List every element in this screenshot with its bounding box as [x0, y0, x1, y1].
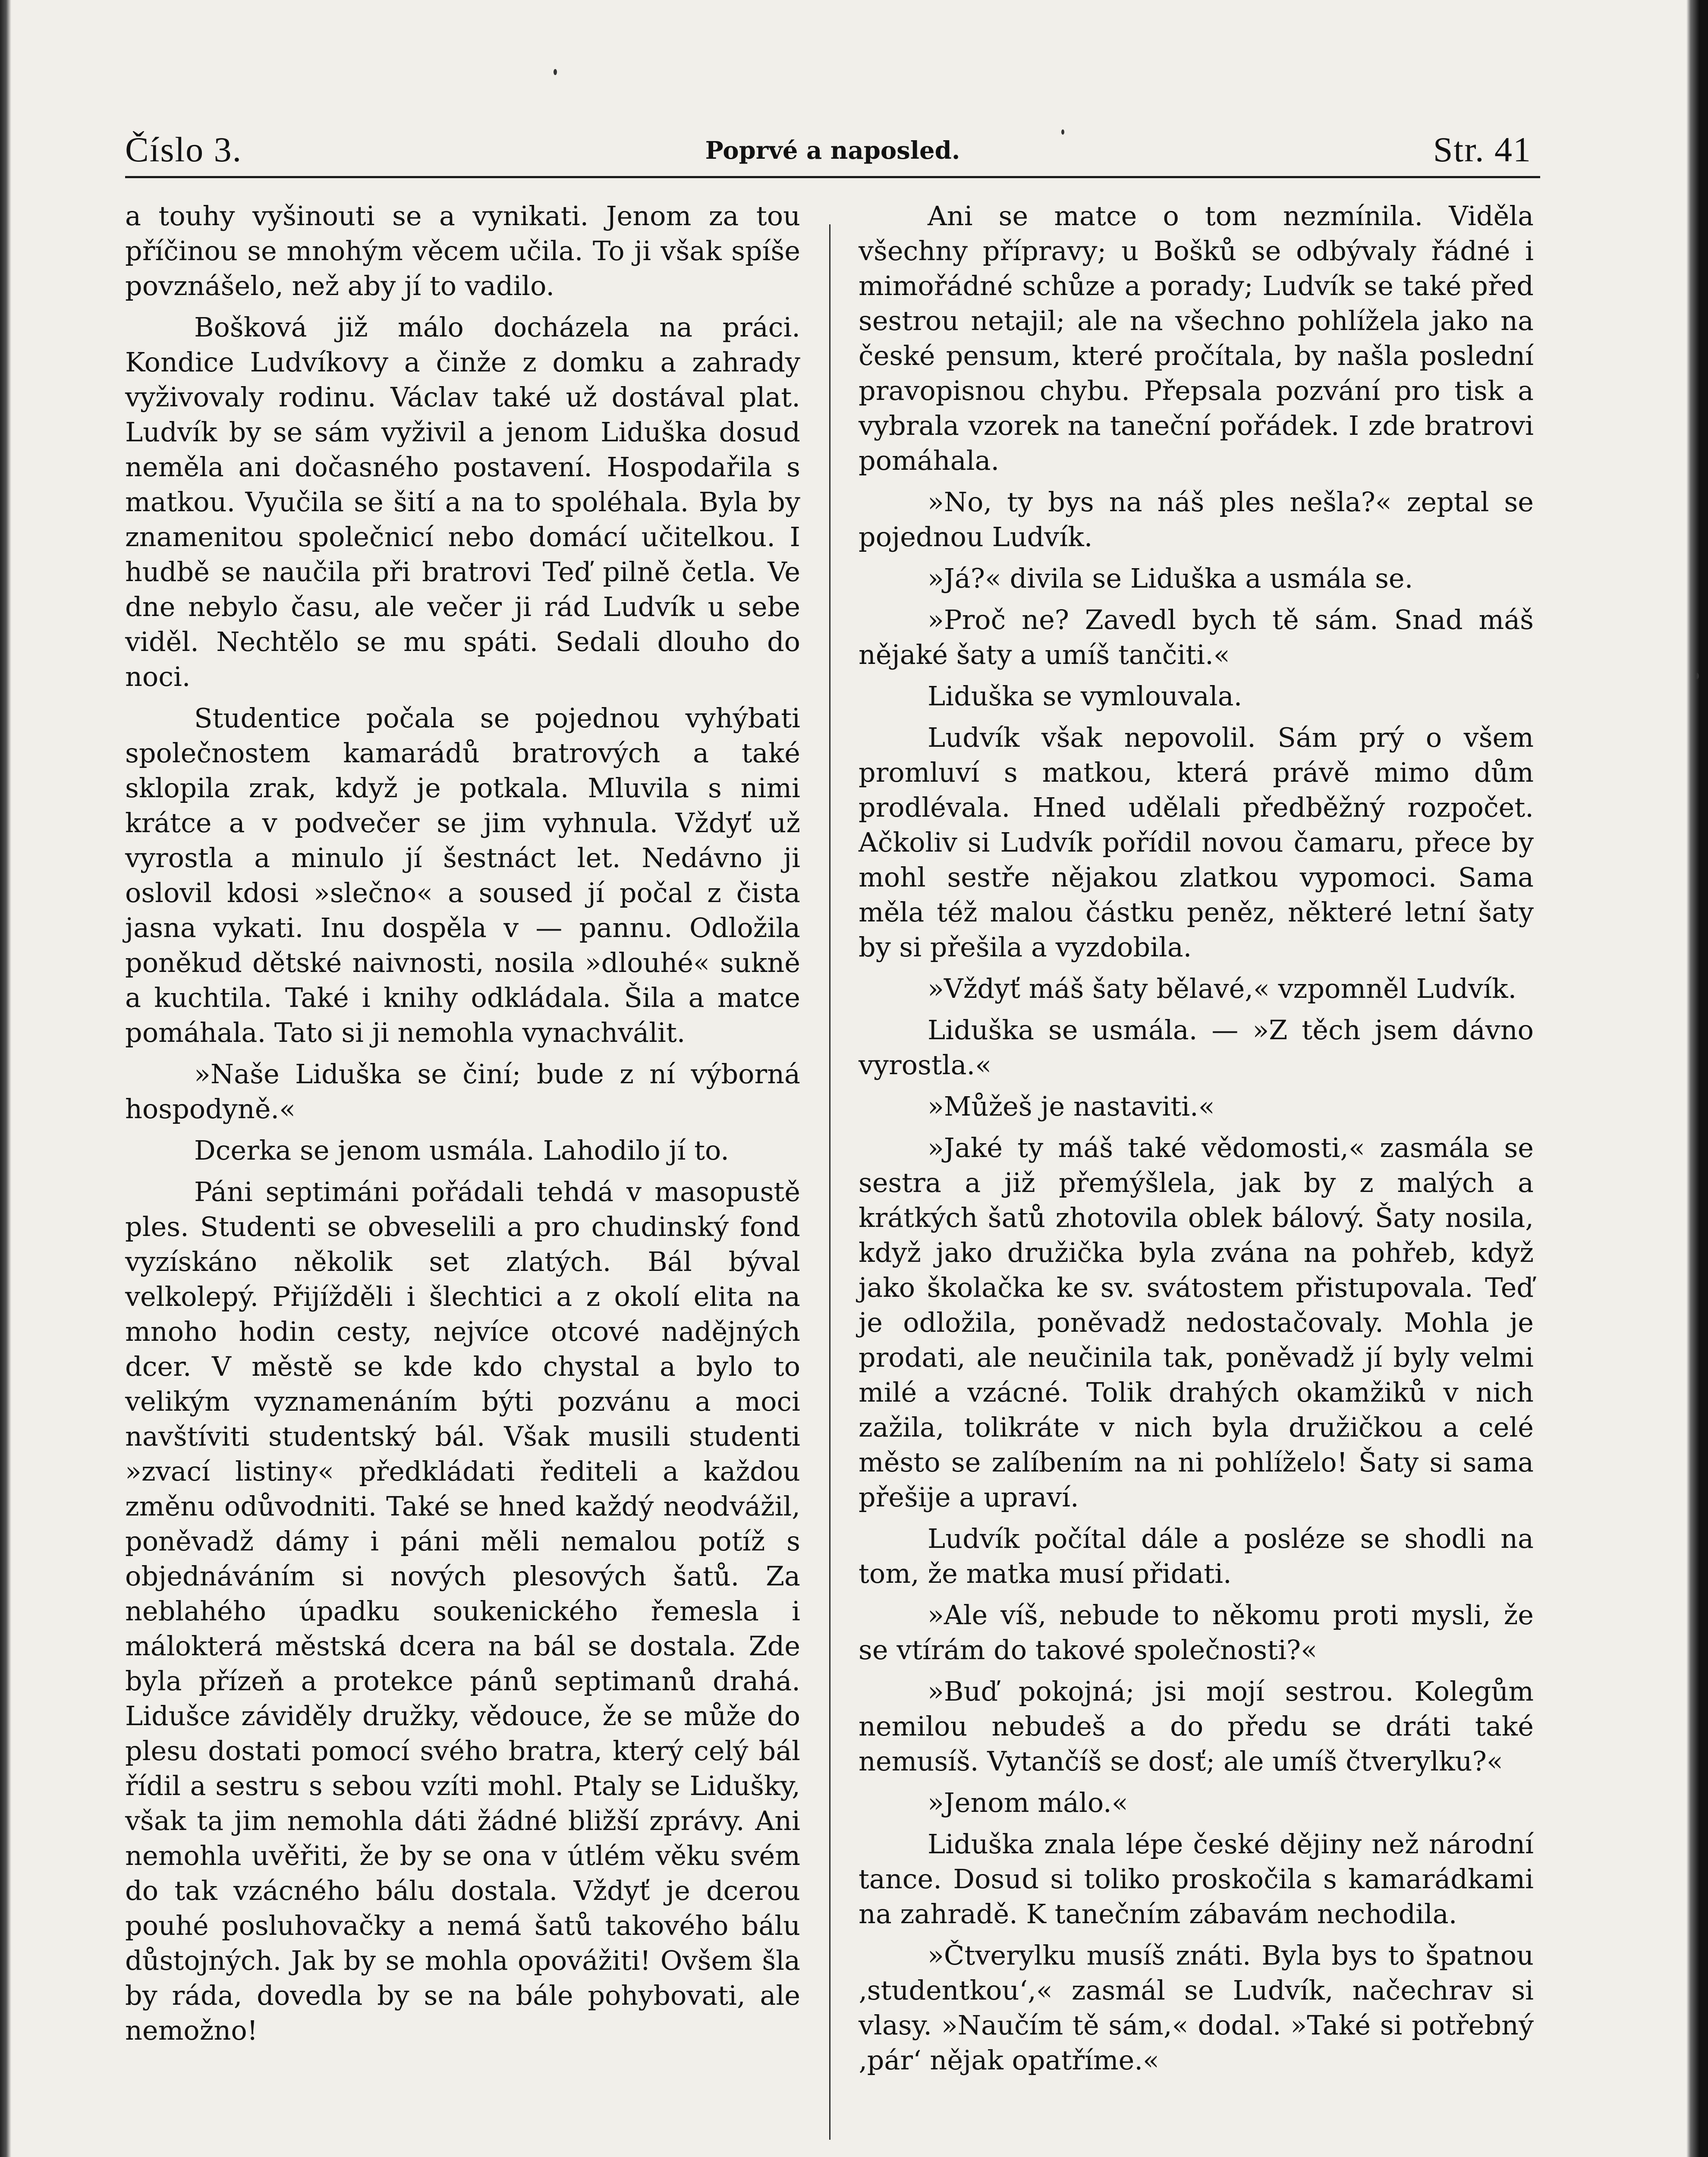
scan-right-edge [1686, 0, 1708, 2157]
paragraph: Ludvík počítal dále a posléze se shodli na tom, že matka musí přidati. [859, 1523, 1534, 1589]
scan-speck [554, 69, 557, 75]
running-title: Poprvé a naposled. [705, 136, 960, 165]
paragraph: Ani se matce o tom nezmínila. Viděla všechny přípravy; u Bošků se odbývaly řádné i mimořádné schůze a porady; Ludvík se také před sestrou netajil; ale na všechno pohlížela jako na české pensum, které pročítala, by našla poslední pravopisnou chybu. Přepsala pozvání pro tisk a vybrala vzorek na taneční pořádek. I zde bratrovi pomáhala. [859, 200, 1534, 476]
left-column [125, 198, 800, 2054]
paragraph: »Vždyť máš šaty bělavé,« vzpomněl Ludvík. [928, 973, 1517, 1004]
paragraph: »Jaké ty máš také vědomosti,« zasmála se sestra a již přemýšlela, jak by z malých a krátkých šatů zhotovila oblek bálový. Šaty nosila, když jako družička byla zvána na pohřeb, když jako školačka ke sv. svátostem přistupovala. Teď je odložila, poněvadž nedostačovaly. Mohla je prodati, ale neučinila tak, poněvadž jí byly velmi milé a vzácné. Tolik drahých okamžiků v nich zažila, tolikráte v nich byla družičkou a celé město se zalíbením na ni pohlíželo! Šaty si sama přešije a upraví. [859, 1132, 1534, 1513]
paragraph: »Čtverylku musíš znáti. Byla bys to špatnou ‚studentkou‘,« zasmál se Ludvík, načechrav si vlasy. »Naučím tě sám,« dodal. »Také si potřebný ‚pár‘ nějak opatříme.« [859, 1940, 1534, 2076]
paragraph: Dcerka se jenom usmála. Lahodilo jí to. [194, 1135, 729, 1166]
header-rule [125, 176, 1540, 178]
paragraph: »Ale víš, nebude to někomu proti mysli, že se vtírám do takové společnosti?« [859, 1599, 1534, 1666]
paragraph: Liduška se usmála. — »Z těch jsem dávno vyrostla.« [859, 1014, 1534, 1081]
page [125, 121, 1540, 2157]
scan-left-edge [0, 0, 11, 2157]
paragraph: a touhy vyšinouti se a vynikati. Jenom za tou příčinou se mnohým věcem učila. To ji však spíše povznášelo, než aby jí to vadilo. [125, 200, 800, 302]
running-header [125, 121, 1540, 177]
paragraph: Páni septimáni pořádali tehdá v masopustě ples. Studenti se obveselili a pro chudinský fond vyzískáno několik set zlatých. Bál býval velkolepý. Přijížděli i šlechtici a z okolí elita na mnoho hodin cesty, nejvíce otcové nadějných dcer. V městě se kde kdo chystal a bylo to velikým vyznamenáním býti pozvánu a moci navštíviti studentský bál. Však musili studenti »zvací listiny« předkládati řediteli a každou změnu odůvodniti. Také se hned každý neodvážil, poněvadž dámy i páni měli nemalou potíž s objednáváním si nových plesových šatů. Za neblahého úpadku soukenického řemesla i málokterá městská dcera na bál se dostala. Zde byla přízeň a protekce pánů septimanů drahá. Lidušce záviděly družky, vědouce, že se může do plesu dostati pomocí svého bratra, který celý bál řídil a sestru s sebou vzíti mohl. Ptaly se Lidušky, však ta jim nemohla dáti žádné bližší zprávy. Ani nemohla uvěřiti, že by se ona v útlém věku svém do tak vzácného bálu dostala. Vždyť je dcerou pouhé posluhovačky a nemá šatů takového bálu důstojných. Jak by se mohla opovážiti! Ovšem šla by ráda, dovedla by se na bále pohybovati, ale nemožno! [125, 1176, 800, 2046]
paragraph: »No, ty bys na náš ples nešla?« zeptal se pojednou Ludvík. [859, 486, 1534, 553]
paragraph: Liduška se vymlouvala. [928, 680, 1242, 712]
scan-speck [1061, 129, 1064, 135]
column-divider [829, 224, 830, 2140]
paragraph: Ludvík však nepovolil. Sám prý o všem promluví s matkou, která právě mimo dům prodlévala. Hned udělali předběžný rozpočet. Ačkoliv si Ludvík pořídil novou čamaru, přece by mohl sestře nějakou zlatkou vypomoci. Sama měla též malou částku peněz, některé letní šaty by si přešila a vyzdobila. [859, 722, 1534, 963]
issue-number: Číslo 3. [125, 130, 242, 169]
paragraph: Bošková již málo docházela na práci. Kondice Ludvíkovy a činže z domku a zahrady vyživovaly rodinu. Václav také už dostával plat. Ludvík by se sám vyživil a jenom Liduška dosud neměla ani dočasného postavení. Hospodařila s matkou. Vyučila se šití a na to spoléhala. Byla by znamenitou společnicí nebo domácí učitelkou. I hudbě se naučila při bratrovi Teď pilně četla. Ve dne nebylo času, ale večer ji rád Ludvík u sebe viděl. Nechtělo se mu spáti. Sedali dlouho do noci. [125, 311, 800, 692]
scan-speck [1695, 673, 1699, 679]
right-column [859, 198, 1534, 2084]
paragraph: Studentice počala se pojednou vyhýbati společnostem kamarádů bratrových a také sklopila zrak, když je potkala. Mluvila s nimi krátce a v podvečer se jim vyhnula. Vždyť už vyrostla a minulo jí šestnáct let. Nedávno ji oslovil kdosi »slečno« a soused jí počal z čista jasna vykati. Inu dospěla v — pannu. Odložila poněkud dětské naivnosti, nosila »dlouhé« sukně a kuchtila. Také i knihy odkládala. Šila a matce pomáhala. Tato si ji nemohla vynachválit. [125, 702, 800, 1048]
paragraph: »Naše Liduška se činí; bude z ní výborná hospodyně.« [125, 1058, 800, 1125]
paragraph: »Proč ne? Zavedl bych tě sám. Snad máš nějaké šaty a umíš tančiti.« [859, 604, 1534, 670]
paragraph: »Můžeš je nastaviti.« [928, 1091, 1215, 1122]
paragraph: »Já?« divila se Liduška a usmála se. [928, 563, 1413, 594]
paragraph: »Jenom málo.« [928, 1787, 1128, 1818]
paragraph: »Buď pokojná; jsi mojí sestrou. Kolegům nemilou nebudeš a do předu se dráti také nemusíš. Vytančíš se dosť; ale umíš čtverylku?« [859, 1676, 1534, 1777]
paragraph: Liduška znala lépe české dějiny než národní tance. Dosud si toliko proskočila s kamarádkami na zahradě. K tanečním zábavám nechodila. [859, 1828, 1534, 1930]
page-number: Str. 41 [1433, 130, 1532, 169]
